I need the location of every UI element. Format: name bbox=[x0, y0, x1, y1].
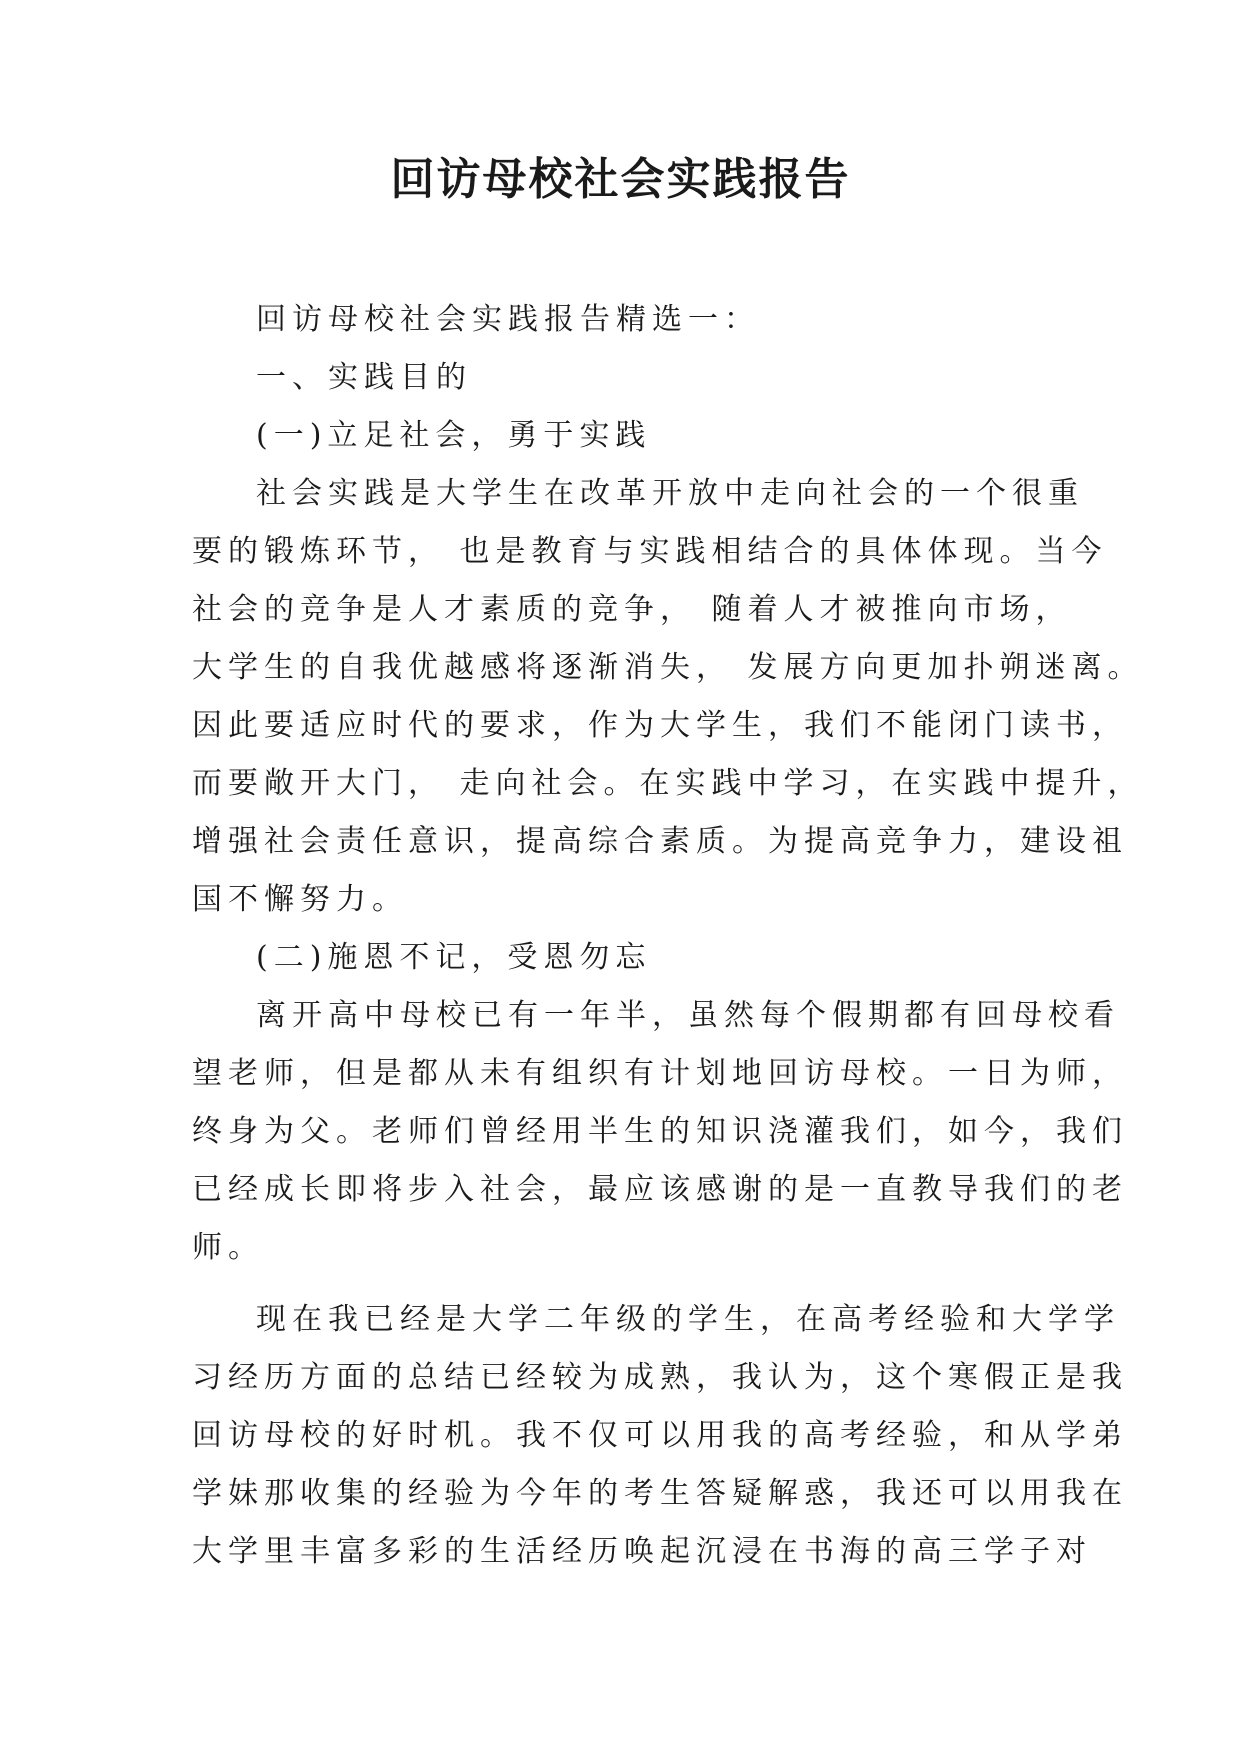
paragraph-line: 终身为父。老师们曾经用半生的知识浇灌我们，如今，我们 bbox=[192, 1114, 1128, 1149]
paragraph-line: 增强社会责任意识，提高综合素质。为提高竞争力，建设祖 bbox=[192, 824, 1128, 859]
paragraph-line: 大学里丰富多彩的生活经历唤起沉浸在书海的高三学子对 bbox=[192, 1534, 1092, 1569]
paragraph-line: 要的锻炼环节， 也是教育与实践相结合的具体体现。当今 bbox=[192, 534, 1108, 569]
heading-practice-purpose: 一、实践目的 bbox=[256, 360, 472, 395]
paragraph-line: 望老师，但是都从未有组织有计划地回访母校。一日为师， bbox=[192, 1056, 1128, 1091]
paragraph-line: 国不懈努力。 bbox=[192, 882, 408, 917]
document-body bbox=[192, 291, 1144, 1581]
paragraph-line: 而要敞开大门， 走向社会。在实践中学习，在实践中提升， bbox=[192, 766, 1144, 801]
paragraph-line: 学妹那收集的经验为今年的考生答疑解惑，我还可以用我在 bbox=[192, 1476, 1128, 1511]
paragraph-line: 离开高中母校已有一年半，虽然每个假期都有回母校看 bbox=[256, 998, 1120, 1033]
paragraph-line: 回访母校的好时机。我不仅可以用我的高考经验，和从学弟 bbox=[192, 1418, 1128, 1453]
paragraph-gap bbox=[192, 1277, 1058, 1291]
paragraph-line: 师。 bbox=[192, 1230, 264, 1265]
subheading-1: (一)立足社会，勇于实践 bbox=[256, 418, 652, 453]
document-title: 回访母校社会实践报告 bbox=[390, 154, 851, 205]
subheading-2: (二)施恩不记，受恩勿忘 bbox=[256, 940, 652, 975]
paragraph-line: 已经成长即将步入社会，最应该感谢的是一直教导我们的老 bbox=[192, 1172, 1128, 1207]
paragraph-line: 习经历方面的总结已经较为成熟，我认为，这个寒假正是我 bbox=[192, 1360, 1128, 1395]
paragraph-line: 因此要适应时代的要求，作为大学生，我们不能闭门读书， bbox=[192, 708, 1128, 743]
paragraph-line: 大学生的自我优越感将逐渐消失， 发展方向更加扑朔迷离。 bbox=[192, 650, 1144, 685]
paragraph-line: 社会的竞争是人才素质的竞争， 随着人才被推向市场， bbox=[192, 592, 1072, 627]
section-intro: 回访母校社会实践报告精选一： bbox=[256, 302, 760, 337]
paragraph-line: 现在我已经是大学二年级的学生，在高考经验和大学学 bbox=[256, 1302, 1120, 1337]
paragraph-line: 社会实践是大学生在改革开放中走向社会的一个很重 bbox=[256, 476, 1084, 511]
